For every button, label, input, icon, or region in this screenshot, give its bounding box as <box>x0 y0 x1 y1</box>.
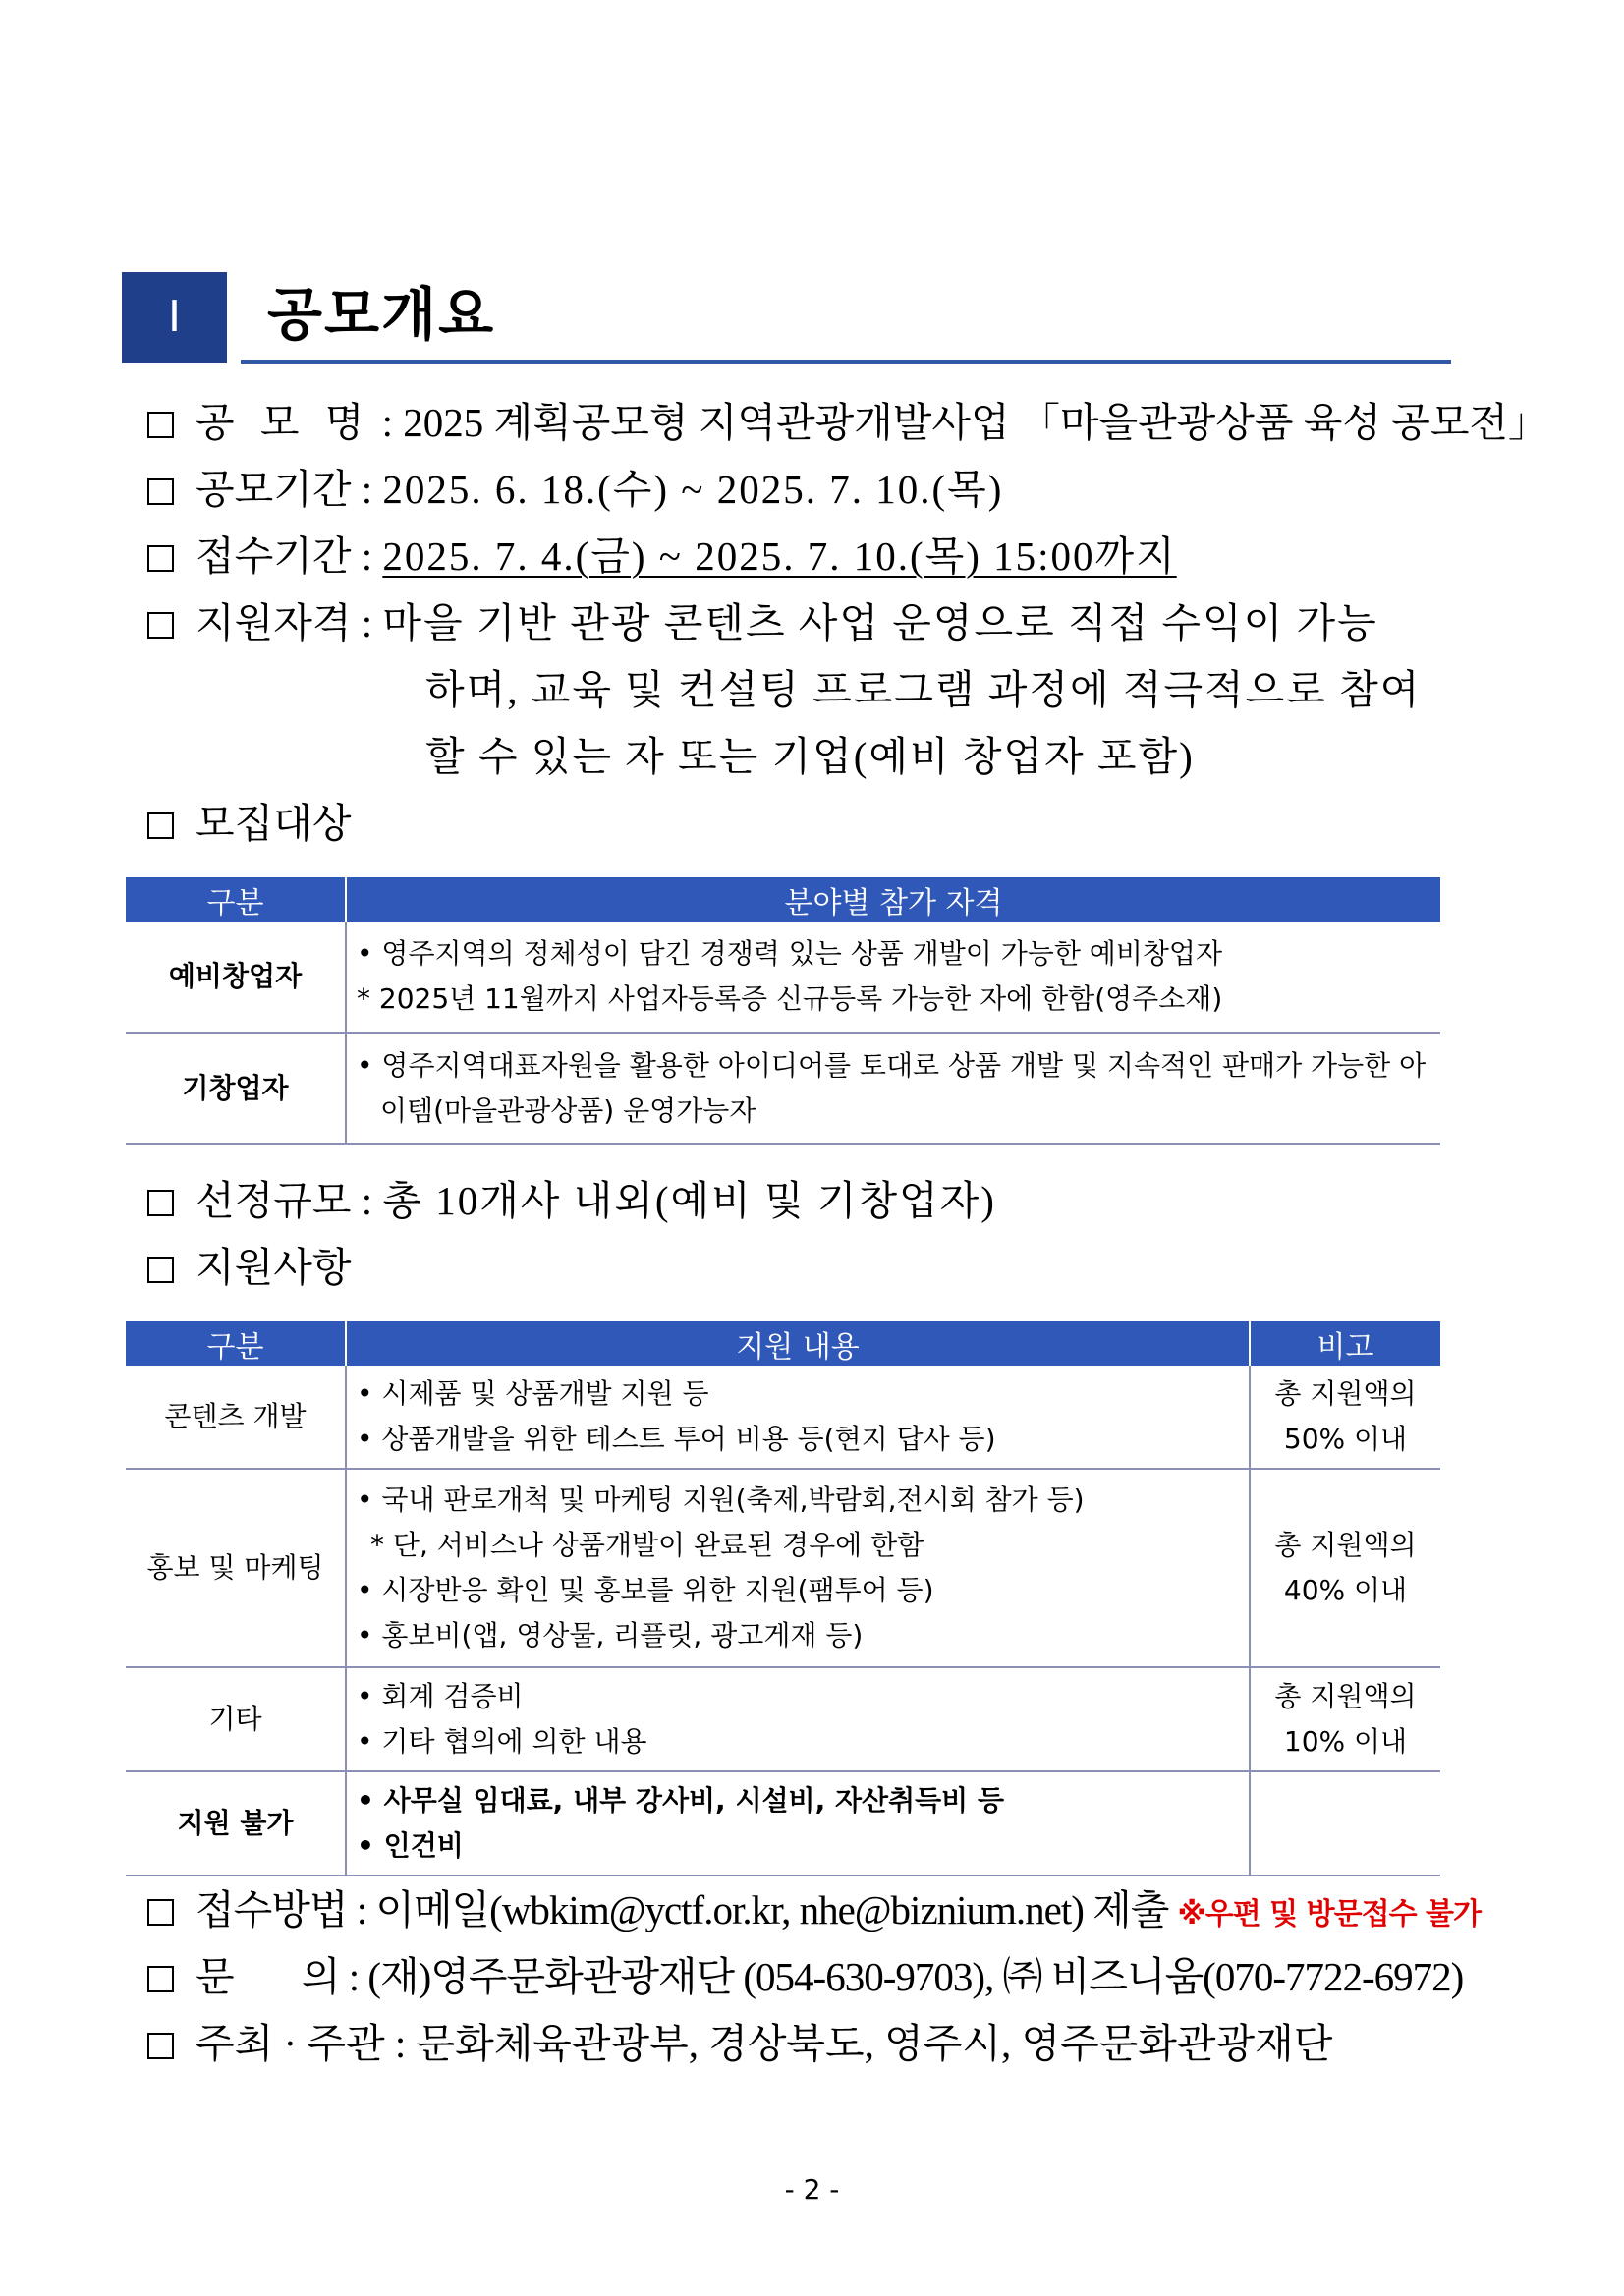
table-header: 비고 <box>1250 1321 1440 1366</box>
table-header: 지원 내용 <box>346 1321 1250 1366</box>
table-cell-content <box>346 1469 1250 1667</box>
table-row <box>126 1469 1440 1667</box>
table-row <box>126 1667 1440 1771</box>
eligibility-line: 하며, 교육 및 컨설팅 프로그램 과정에 적극적으로 참여 <box>425 667 1422 712</box>
table-row <box>126 1033 1440 1144</box>
list-item: • 영주지역의 정체성이 담긴 경쟁력 있는 상품 개발이 가능한 예비창업자 <box>357 937 1223 970</box>
checkbox-icon <box>147 2033 174 2059</box>
item-label: 선정규모 <box>196 1178 352 1223</box>
table-cell-note <box>1250 1771 1440 1876</box>
item-name: 공 모 명 : 2025 계획공모형 지역관광개발사업 「마을관광상품 육성 공모전」 <box>147 393 1548 452</box>
item-receipt: 접수기간 : 2025. 7. 4.(금) ~ 2025. 7. 10.(목) 15:00까지 <box>147 527 1177 586</box>
note-line: 50% 이내 <box>1283 1423 1408 1455</box>
item-label: 지원사항 <box>196 1245 352 1290</box>
list-item: • 시제품 및 상품개발 지원 등 <box>357 1377 709 1410</box>
table-cell-content <box>346 1366 1250 1469</box>
note-line: 10% 이내 <box>1283 1725 1408 1758</box>
table-cell-content <box>346 1771 1250 1876</box>
checkbox-icon <box>147 545 174 572</box>
section-divider <box>241 360 1451 364</box>
checkbox-icon <box>147 478 174 505</box>
eligibility-line: 할 수 있는 자 또는 기업(예비 창업자 포함) <box>425 734 1195 779</box>
item-label: 문 의 <box>196 1954 340 1999</box>
table-header: 구분 <box>126 1321 346 1366</box>
table-cell-category: 홍보 및 마케팅 <box>126 1469 346 1667</box>
table-cell-category: 기창업자 <box>126 1033 346 1144</box>
table-cell-category: 예비창업자 <box>126 922 346 1033</box>
item-method: 접수방법 : 이메일(wbkim@yctf.or.kr, nhe@biznium.net) 제출 ※우편 및 방문접수 불가 <box>147 1880 1481 1944</box>
item-support-heading <box>147 1238 351 1297</box>
section-title: 공모개요 <box>267 281 496 348</box>
target-table <box>126 877 1440 1145</box>
note-line: 총 지원액의 <box>1274 1377 1417 1410</box>
table-header-row <box>126 1321 1440 1366</box>
item-value: 총 10개사 내외(예비 및 기창업자) <box>382 1178 996 1223</box>
item-label: 접수방법 <box>196 1887 348 1932</box>
item-scale: 선정규모 : 총 10개사 내외(예비 및 기창업자) <box>147 1171 996 1230</box>
checkbox-icon <box>147 1966 174 1992</box>
note-line: 40% 이내 <box>1283 1574 1408 1606</box>
list-item: * 2025년 11월까지 사업자등록증 신규등록 가능한 자에 한함(영주소재) <box>357 982 1223 1015</box>
list-item: • 인건비 <box>357 1829 464 1862</box>
note-line: 총 지원액의 <box>1274 1680 1417 1712</box>
table-cell-content <box>346 1033 1440 1144</box>
section-number: Ⅰ <box>122 272 227 363</box>
item-label: 주최 · 주관 <box>196 2021 385 2066</box>
item-value: 이메일(wbkim@yctf.or.kr, nhe@biznium.net) 제출 <box>375 1887 1169 1932</box>
list-item: • 기타 협의에 의한 내용 <box>357 1725 647 1758</box>
list-item: * 단, 서비스나 상품개발이 완료된 경우에 한함 <box>370 1529 924 1561</box>
table-row <box>126 1771 1440 1876</box>
list-item: • 사무실 임대료, 내부 강사비, 시설비, 자산취득비 등 <box>357 1784 1005 1817</box>
checkbox-icon <box>147 1899 174 1926</box>
table-row <box>126 922 1440 1033</box>
list-item: • 회계 검증비 <box>357 1680 524 1712</box>
item-value: 2025. 6. 18.(수) ~ 2025. 7. 10.(목) <box>382 467 1004 512</box>
item-label: 지원자격 <box>196 600 352 645</box>
list-item: • 국내 판로개척 및 마케팅 지원(축제,박람회,전시회 참가 등) <box>357 1484 1085 1516</box>
item-label: 공모기간 <box>196 467 352 512</box>
table-cell-content <box>346 1667 1250 1771</box>
page-number: - 2 - <box>784 2173 840 2206</box>
list-item: • 상품개발을 위한 테스트 투어 비용 등(현지 답사 등) <box>357 1423 996 1455</box>
item-eligibility: 지원자격 : 마을 기반 관광 콘텐츠 사업 운영으로 직접 수익이 가능 <box>147 593 1378 652</box>
item-value: (재)영주문화관광재단 (054-630-9703), ㈜ 비즈니움(070-7722-6972) <box>367 1954 1464 1999</box>
checkbox-icon <box>147 812 174 839</box>
table-cell-category: 콘텐츠 개발 <box>126 1366 346 1469</box>
item-label: 공 모 명 <box>196 400 372 445</box>
item-inquiry: 문 의 : (재)영주문화관광재단 (054-630-9703), ㈜ 비즈니움(070-7722-6972) <box>147 1947 1463 2006</box>
table-row <box>126 1366 1440 1469</box>
table-header: 분야별 참가 자격 <box>346 877 1440 922</box>
table-cell-category: 기타 <box>126 1667 346 1771</box>
checkbox-icon <box>147 612 174 639</box>
eligibility-line: 마을 기반 관광 콘텐츠 사업 운영으로 직접 수익이 가능 <box>382 600 1378 645</box>
item-host: 주최 · 주관 : 문화체육관광부, 경상북도, 영주시, 영주문화관광재단 <box>147 2014 1332 2073</box>
checkbox-icon <box>147 1257 174 1283</box>
table-cell-content <box>346 922 1440 1033</box>
item-value: 2025 계획공모형 지역관광개발사업 「마을관광상품 육성 공모전」 <box>403 400 1549 445</box>
table-header: 구분 <box>126 877 346 922</box>
item-period: 공모기간 : 2025. 6. 18.(수) ~ 2025. 7. 10.(목) <box>147 460 1003 519</box>
note-line: 총 지원액의 <box>1274 1529 1417 1561</box>
table-cell-note <box>1250 1366 1440 1469</box>
support-table <box>126 1321 1440 1876</box>
item-value: 문화체육관광부, 경상북도, 영주시, 영주문화관광재단 <box>416 2021 1333 2066</box>
list-item: • 영주지역대표자원을 활용한 아이디어를 토대로 상품 개발 및 지속적인 판매가 가능한 아 <box>357 1048 1427 1082</box>
list-item: 이템(마을관광상품) 운영가능자 <box>380 1093 756 1127</box>
method-note: ※우편 및 방문접수 불가 <box>1177 1897 1481 1932</box>
item-value: 2025. 7. 4.(금) ~ 2025. 7. 10.(목) 15:00까지 <box>382 533 1177 579</box>
item-target-heading <box>147 794 351 853</box>
list-item: • 홍보비(앱, 영상물, 리플릿, 광고게재 등) <box>357 1619 864 1652</box>
table-cell-category: 지원 불가 <box>126 1771 346 1876</box>
checkbox-icon <box>147 1190 174 1216</box>
table-cell-note <box>1250 1667 1440 1771</box>
checkbox-icon <box>147 412 174 438</box>
table-cell-note <box>1250 1469 1440 1667</box>
item-label: 모집대상 <box>196 801 352 846</box>
list-item: • 시장반응 확인 및 홍보를 위한 지원(팸투어 등) <box>357 1574 934 1606</box>
table-header-row <box>126 877 1440 922</box>
item-label: 접수기간 <box>196 533 352 579</box>
